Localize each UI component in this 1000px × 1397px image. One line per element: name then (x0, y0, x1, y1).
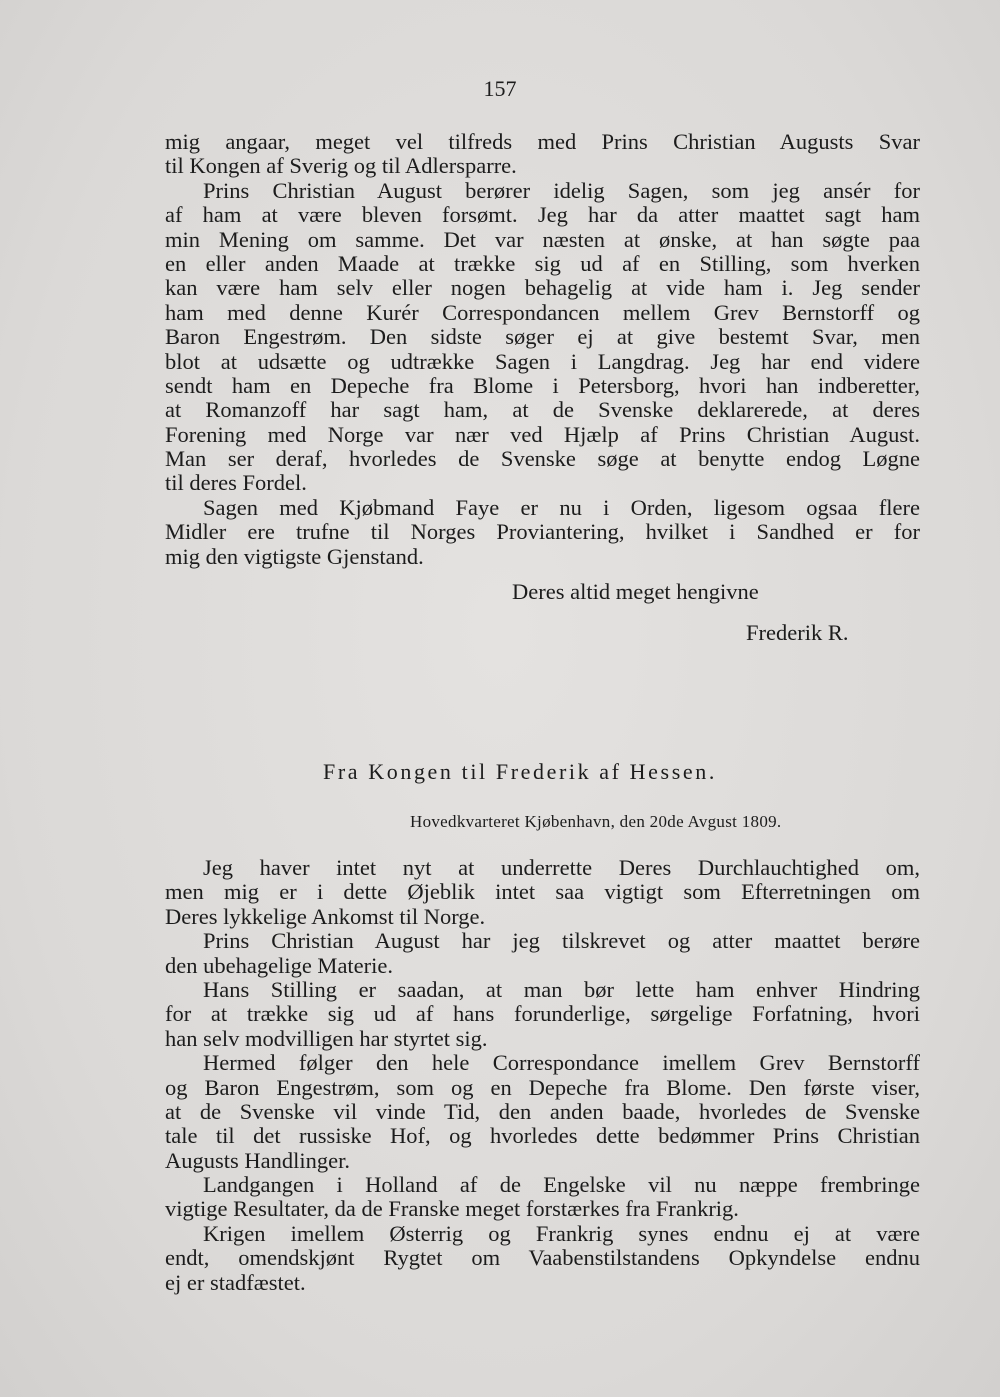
letter-signature: Frederik R. (746, 620, 849, 645)
text-line: tale til det russiske Hof, og hvorledes dette bedømmer Prins Christian (165, 1123, 920, 1149)
text-line: vigtige Resultater, da de Franske meget forstærkes fra Frankrig. (165, 1196, 739, 1222)
text-line: Sagen med Kjøbmand Faye er nu i Orden, ligesom ogsaa flere (203, 494, 920, 520)
text-line: af ham at være bleven forsømt. Jeg har da atter maattet sagt ham (165, 202, 920, 228)
text-line: Forening med Norge var nær ved Hjælp af Prins Christian August. (165, 421, 920, 447)
page-number: 157 (483, 76, 517, 101)
text-line: til deres Fordel. (165, 470, 307, 496)
text-line: en eller anden Maade at trække sig ud af en Stilling, som hverken (165, 250, 920, 276)
letter-heading: Fra Kongen til Frederik af Hessen. (323, 759, 717, 784)
text-line: blot at udsætte og udtrække Sagen i Langdrag. Jeg har end videre (165, 348, 920, 374)
text-line: Jeg haver intet nyt at underrette Deres Durchlauchtighed om, (203, 855, 920, 880)
text-line: til Kongen af Sverig og til Adlersparre. (165, 153, 517, 179)
text-line: mig den vigtigste Gjenstand. (165, 543, 424, 569)
letter-two-body (165, 856, 920, 1295)
text-line: men mig er i dette Øjeblik intet saa vigtigt som Efterretningen om (165, 879, 920, 905)
text-line: mig angaar, meget vel tilfreds med Prins Christian Augusts Svar (165, 129, 920, 154)
text-line: Midler ere trufne til Norges Proviantering, hvilket i Sandhed er for (165, 519, 920, 545)
text-line: kan være ham selv eller nogen behagelig at vide ham i. Jeg sender (165, 275, 920, 301)
text-line: Deres lykkelige Ankomst til Norge. (165, 903, 486, 929)
text-line: Baron Engestrøm. Den sidste søger ej at give bestemt Svar, men (165, 324, 920, 350)
text-line: Hermed følger den hele Correspondance imellem Grev Bernstorff (203, 1050, 920, 1076)
letter-closing: Deres altid meget hengivne (512, 579, 759, 604)
text-line: Augusts Handlinger. (165, 1147, 350, 1173)
text-line: Prins Christian August har jeg tilskrevet og atter maattet berøre (203, 928, 920, 954)
text-line: at Romanzoff har sagt ham, at de Svenske deklarerede, at deres (165, 397, 920, 423)
text-line: og Baron Engestrøm, som og en Depeche fra Blome. Den første viser, (165, 1074, 920, 1100)
text-line: Landgangen i Holland af de Engelske vil nu næppe frembringe (203, 1172, 920, 1198)
text-line: min Mening om samme. Det var næsten at ønske, at han søgte paa (165, 226, 920, 252)
text-line: sendt ham en Depeche fra Blome i Petersborg, hvori han indberetter, (165, 372, 920, 398)
letter-one-body (165, 130, 920, 569)
text-line: Man ser deraf, hvorledes de Svenske søge at benytte endog Løgne (165, 446, 920, 472)
text-line: Krigen imellem Østerrig og Frankrig synes endnu ej at være (203, 1220, 920, 1246)
text-line: for at trække sig ud af hans forunderlige, sørgelige Forfatning, hvori (165, 1001, 920, 1027)
text-line: ej er stadfæstet. (165, 1269, 306, 1295)
text-line: ham med denne Kurér Correspondancen mellem Grev Bernstorff og (165, 299, 920, 325)
text-line: at de Svenske vil vinde Tid, den anden baade, hvorledes de Svenske (165, 1098, 920, 1124)
text-line: han selv modvilligen har styrtet sig. (165, 1025, 488, 1051)
text-line: Hans Stilling er saadan, at man bør lette ham enhver Hindring (203, 976, 920, 1002)
text-line: Prins Christian August berører idelig Sagen, som jeg ansér for (203, 177, 920, 203)
text-line: den ubehagelige Materie. (165, 952, 394, 978)
letter-dateline: Hovedkvarteret Kjøbenhavn, den 20de Avgust 1809. (410, 812, 782, 831)
text-line: endt, omendskjønt Rygtet om Vaabenstilstandens Opkyndelse endnu (165, 1245, 920, 1271)
